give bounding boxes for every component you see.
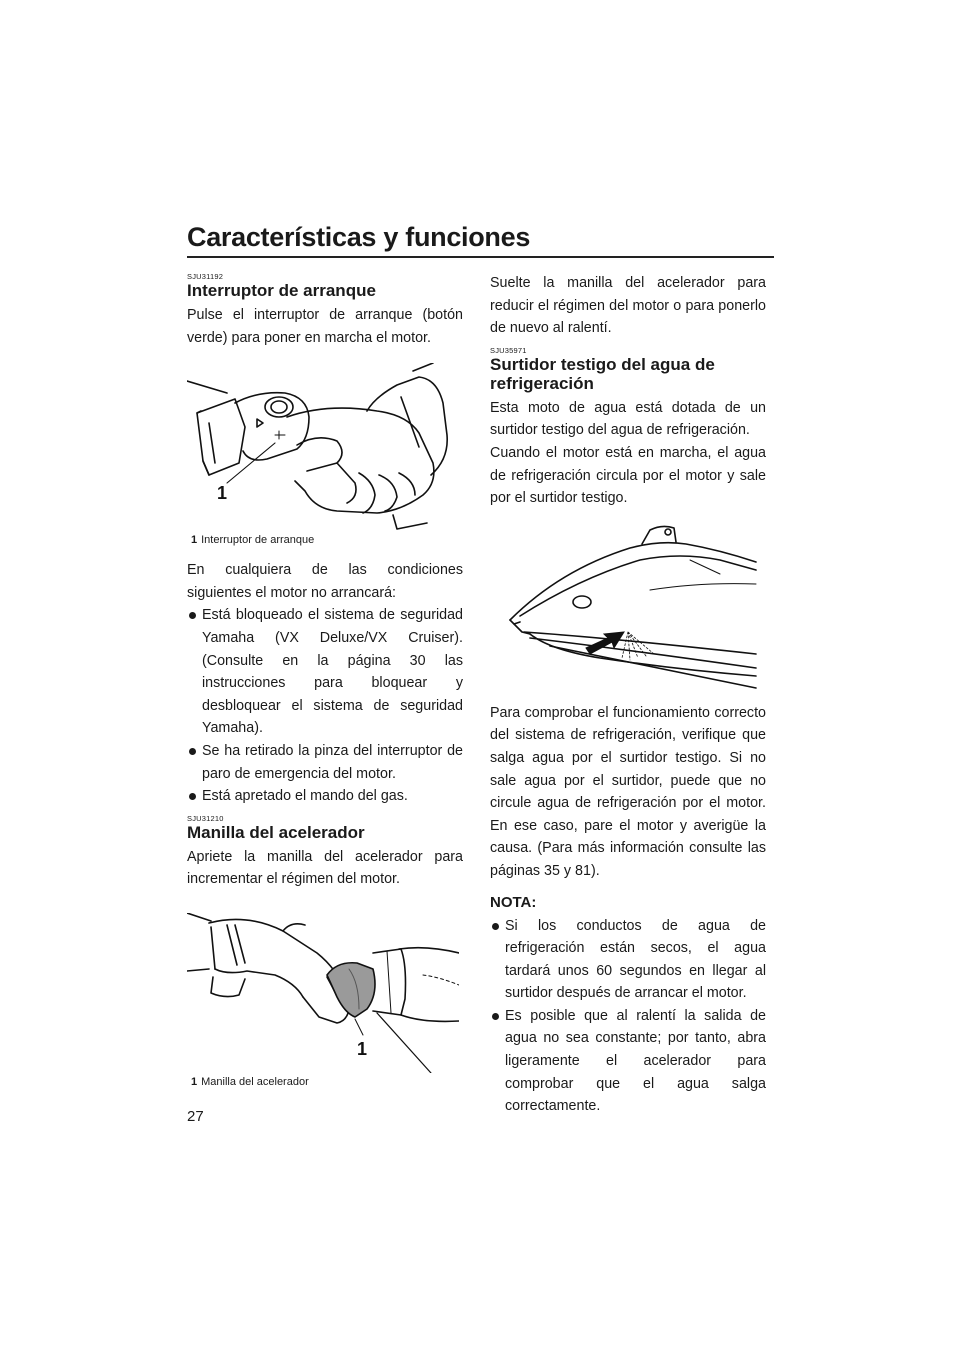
start-conditions: [187, 559, 463, 808]
conditions-intro: En cualquiera de las condiciones siguientes el motor no arrancará:: [187, 562, 463, 601]
section-code: SJU31192: [187, 272, 224, 281]
list-item: Está apretado el mando del gas.: [187, 785, 463, 808]
figure-callout: 1: [357, 1038, 368, 1059]
start-switch-figure: [187, 363, 463, 547]
section-heading-cooling: Surtidor testigo del agua de refrigeración: [490, 354, 715, 393]
section-code: SJU31210: [187, 813, 224, 823]
start-switch-text: Pulse el interruptor de arranque (botón verde) para poner en marcha el motor.: [187, 307, 463, 346]
list-item: Se ha retirado la pinza del interruptor de paro de emergencia del motor.: [187, 740, 463, 785]
throttle-illustration: [187, 913, 459, 1073]
watercraft-illustration: [490, 520, 766, 690]
cooling-text-3: Para comprobar el funcionamiento correcto del sistema de refrigeración, verifique que salga agua por el surtidor testigo. Si no sale agua por el surtidor, puede que no circule agua de refrigeración por el motor. En ese caso, pare el motor y averigüe la causa. (Para más información consulte las páginas 35 y 81).: [490, 704, 766, 879]
caption-number: 1: [191, 534, 198, 547]
list-item: Si los conductos de agua de refrigeración están secos, el agua tardará unos 60 segundos en llegar al surtidor después de arrancar el motor.: [490, 915, 766, 1005]
cooling-text-1: Esta moto de agua está dotada de un surtidor testigo del agua de refrigeración.: [490, 399, 766, 439]
figure-caption: [187, 1075, 463, 1089]
list-item: Está bloqueado el sistema de seguridad Yamaha (VX Deluxe/VX Cruiser). (Consulte en la página 30 las instrucciones para bloquear y desbloquear el sistema de seguridad Yamaha).: [187, 604, 463, 740]
caption-number: 1: [191, 1075, 198, 1088]
page-title: Características y funciones: [187, 222, 531, 252]
section-heading-throttle: Manilla del acelerador: [187, 822, 365, 842]
figure-caption: [187, 533, 463, 547]
throttle-text: Apriete la manilla del acelerador para incrementar el régimen del motor.: [187, 848, 463, 888]
throttle-release-text: Suelte la manilla del acelerador para reducir el régimen del motor o para ponerlo de nuevo al ralentí.: [490, 275, 766, 337]
page-number: 27: [187, 1108, 204, 1125]
start-switch-illustration: [187, 363, 457, 531]
list-item: Es posible que al ralentí la salida de agua no sea constante; por tanto, abra ligeramente el acelerador para comprobar que el agua salga correctamente.: [490, 1005, 766, 1118]
right-column: [490, 272, 766, 1118]
cooling-text-2: Cuando el motor está en marcha, el agua de refrigeración circula por el motor y sale por el surtidor testigo.: [490, 444, 766, 507]
left-column: [187, 272, 463, 1089]
throttle-figure: [187, 913, 463, 1089]
section-code: SJU35971: [490, 345, 527, 355]
caption-text: Manilla del acelerador: [201, 1075, 309, 1088]
arrow-icon: [586, 632, 624, 654]
section-heading-start-switch: Interruptor de arranque: [187, 281, 376, 300]
cooling-section: [490, 346, 766, 510]
conditions-list: [187, 604, 463, 807]
figure-callout: 1: [217, 483, 228, 504]
title-rule: [187, 256, 774, 258]
cooling-figure: [490, 520, 766, 690]
throttle-section: [187, 814, 463, 891]
note-heading: NOTA:: [490, 893, 537, 911]
caption-text: Interruptor de arranque: [201, 534, 315, 547]
note-list: [490, 915, 766, 1118]
